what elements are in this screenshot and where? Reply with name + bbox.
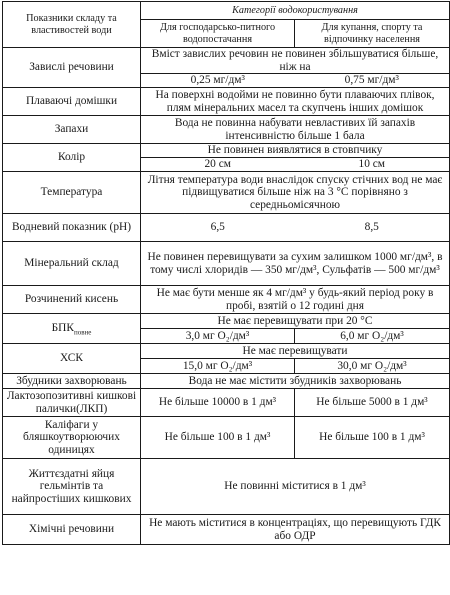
value-drinking: 15,0 мг О₂/дм³ — [141, 359, 295, 374]
row-label: Каліфаги у бляшкоутворюючих одиницях — [3, 417, 141, 459]
row-text: Не мають міститися в концентраціях, що перевищують ГДК або ОДР — [141, 515, 450, 545]
row-label: Завислі речовини — [3, 48, 141, 88]
row-label: Хімічні речовини — [3, 515, 141, 545]
row-text: Не має бути менше як 4 мг/дм³ у будь-який період року в пробі, взятій о 12 годині дня — [141, 286, 450, 314]
table-row — [3, 459, 450, 515]
table-row — [3, 286, 450, 314]
row-label: Температура — [3, 172, 141, 214]
row-text: Не повинен перевищувати за сухим залишком 1000 мг/дм³, в тому числі хлоридів — 350 мг/дм³, Сульфатів — 500 мг/дм³ — [141, 242, 450, 286]
row-text: Не повинні міститися в 1 дм³ — [141, 459, 450, 515]
table-row — [3, 515, 450, 545]
water-quality-table — [2, 1, 450, 545]
value-recreation: 10 см — [295, 158, 450, 172]
value-recreation: 6,0 мг О₂/дм³ — [295, 329, 450, 344]
value-drinking: 20 см — [141, 158, 295, 172]
row-label: ХСК — [3, 344, 141, 374]
header-drinking: Для господарсько-питного водопостачання — [141, 20, 295, 48]
header-categories: Категорії водокористування — [141, 2, 450, 20]
value-recreation: 30,0 мг О₂/дм³ — [295, 359, 450, 374]
value-recreation: 0,75 мг/дм³ — [295, 74, 450, 88]
row-text: На поверхні водойми не повинно бути плаваючих плівок, плям мінеральних масел та скупчень інших домішок — [141, 88, 450, 116]
table-row — [3, 314, 450, 329]
value-drinking: 0,25 мг/дм³ — [141, 74, 295, 88]
row-text: Вода не повинна набувати невластивих їй запахів інтенсивністю більше 1 бала — [141, 116, 450, 144]
table-row — [3, 214, 450, 242]
table-row — [3, 389, 450, 417]
row-label: Життєздатні яйця гельмінтів та найпростіших кишкових — [3, 459, 141, 515]
value-recreation: Не більше 100 в 1 дм³ — [295, 417, 450, 459]
table-row — [3, 374, 450, 389]
header-indicators: Показники складу та властивостей води — [3, 2, 141, 48]
row-text: Літня температура води внаслідок спуску стічних вод не має підвищуватися більше ніж на 3 °С порівняно з середньомісячною — [141, 172, 450, 214]
row-label: Лактозопозитивні кишкові палички(ЛКП) — [3, 389, 141, 417]
table-row — [3, 88, 450, 116]
header-row — [3, 2, 450, 20]
value-recreation: Не більше 5000 в 1 дм³ — [295, 389, 450, 417]
row-label: Водневий показник (рН) — [3, 214, 141, 242]
value-drinking: 3,0 мг О₂/дм³ — [141, 329, 295, 344]
value-drinking: 6,5 — [141, 214, 295, 242]
row-text: Не має перевищувати при 20 °С — [141, 314, 450, 329]
value-drinking: Не більше 10000 в 1 дм³ — [141, 389, 295, 417]
table-row — [3, 48, 450, 74]
header-recreation: Для купання, спорту та відпочинку населення — [295, 20, 450, 48]
value-recreation: 8,5 — [295, 214, 450, 242]
table-row — [3, 116, 450, 144]
row-text: Не повинен виявлятися в стовпчику — [141, 144, 450, 158]
row-text: Вміст завислих речовин не повинен збільшуватися більше, ніж на — [141, 48, 450, 74]
table-row — [3, 344, 450, 359]
table-row — [3, 242, 450, 286]
table-row — [3, 172, 450, 214]
row-label: Розчинений кисень — [3, 286, 141, 314]
row-label: Плаваючі домішки — [3, 88, 141, 116]
row-label: Збудники захворювань — [3, 374, 141, 389]
table-row — [3, 144, 450, 158]
bod-label: БПК — [51, 322, 74, 335]
row-text: Не має перевищувати — [141, 344, 450, 359]
row-label: Колір — [3, 144, 141, 172]
value-drinking: Не більше 100 в 1 дм³ — [141, 417, 295, 459]
row-label: Запахи — [3, 116, 141, 144]
row-label: Мінеральний склад — [3, 242, 141, 286]
bod-label-sub: повне — [73, 328, 92, 337]
table-row — [3, 417, 450, 459]
row-label — [3, 314, 141, 344]
row-text: Вода не має містити збудників захворювань — [141, 374, 450, 389]
